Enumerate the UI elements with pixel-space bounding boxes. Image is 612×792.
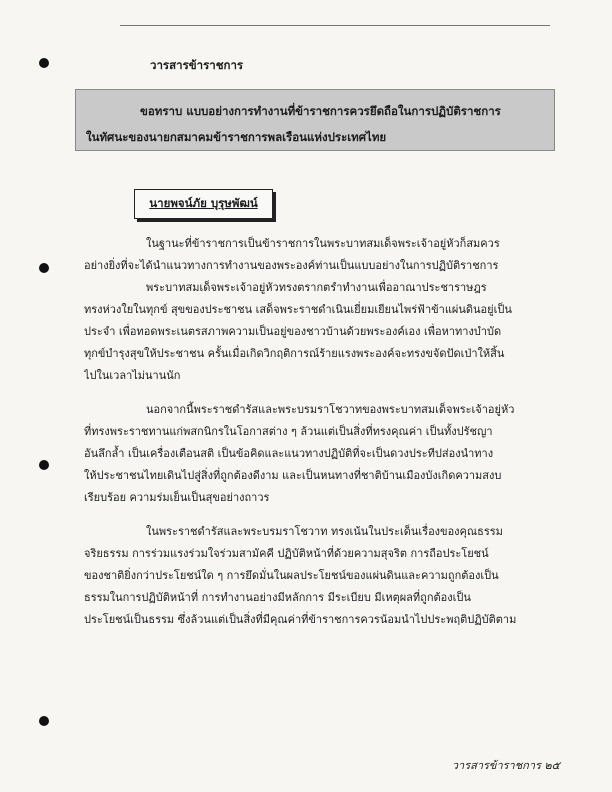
text-line: ที่ทรงพระราชทานแก่พสกนิกรในโอกาสต่าง ๆ ล้วนแต่เป็นสิ่งที่ทรงคุณค่า เป็นทั้งปรัชญา <box>84 425 493 438</box>
text-line: ธรรมในการปฏิบัติหน้าที่ การทำงานอย่างมีหลักการ มีระเบียบ มีเหตุผลที่ถูกต้องเป็น <box>84 591 471 604</box>
text-line: อันลึกล้ำ เป็นเครื่องเตือนสติ เป็นข้อคิดและแนวทางปฏิบัติที่จะเป็นดวงประทีปส่องนำทาง <box>84 447 494 460</box>
question-title-box <box>75 89 555 151</box>
journal-header: วารสารข้าราชการ <box>150 58 244 72</box>
text-line: ของชาติยิ่งกว่าประโยชน์ใด ๆ การยึดมั่นในผลประโยชน์ของแผ่นดินและความถูกต้องเป็น <box>84 569 499 582</box>
text-line: ให้ประชาชนไทยเดินไปสู่สิ่งที่ถูกต้องดีงาม และเป็นหนทางที่ชาติบ้านเมืองบังเกิดความสงบ <box>84 469 502 482</box>
text-line: นอกจากนี้พระราชดำรัสและพระบรมราโชวาทของพระบาทสมเด็จพระเจ้าอยู่หัว <box>146 403 515 416</box>
binder-hole-4 <box>39 716 49 726</box>
article-body <box>84 233 554 631</box>
text-line: ประโยชน์เป็นธรรม ซึ่งล้วนแต่เป็นสิ่งที่มีคุณค่าที่ข้าราชการควรน้อมนำไปประพฤติปฏิบัติตาม <box>84 613 517 626</box>
top-rule <box>120 25 550 26</box>
text-line: ทรงห่วงใยในทุกข์ สุขของประชาชน เสด็จพระราชดำเนินเยี่ยมเยียนไพร่ฟ้าข้าแผ่นดินอยู่เป็น <box>84 303 512 316</box>
text-line: จริยธรรม การร่วมแรงร่วมใจร่วมสามัคคี ปฏิบัติหน้าที่ด้วยความสุจริต การถือประโยชน์ <box>84 547 489 560</box>
text-line: พระบาทสมเด็จพระเจ้าอยู่หัวทรงตรากตรำทำงานเพื่ออาณาประชาราษฎร <box>146 281 487 294</box>
question-title-line: ขอทราบ แบบอย่างการทำงานที่ข้าราชการควรยึดถือในการปฏิบัติราชการ <box>140 104 501 118</box>
paragraph <box>84 399 554 509</box>
text-line: ในพระราชดำรัสและพระบรมราโชวาท ทรงเน้นในประเด็นเรื่องของคุณธรรม <box>146 525 503 538</box>
text-line: ในฐานะที่ข้าราชการเป็นข้าราชการในพระบาทสมเด็จพระเจ้าอยู่หัวก็สมควร <box>146 237 500 250</box>
binder-hole-3 <box>39 460 49 470</box>
author-name: นายพจน์ภัย บุรุษพัฒน์ <box>134 189 273 219</box>
binder-hole-2 <box>39 263 49 273</box>
text-line: เรียบร้อย ความร่มเย็นเป็นสุขอย่างถาวร <box>84 491 270 504</box>
paragraph <box>84 233 554 387</box>
text-line: ทุกข์บำรุงสุขให้ประชาชน ครั้นเมื่อเกิดวิกฤติการณ์ร้ายแรงพระองค์จะทรงขจัดปัดเป่าให้สิ้น <box>84 347 505 360</box>
page-footer: วารสารข้าราชการ ๒๕ <box>451 759 560 772</box>
text-line: ประจำ เพื่อทอดพระเนตรสภาพความเป็นอยู่ของชาวบ้านด้วยพระองค์เอง เพื่อหาทางบำบัด <box>84 325 502 338</box>
text-line: อย่างยิ่งที่จะได้นำแนวทางการทำงานของพระองค์ท่านเป็นแบบอย่างในการปฏิบัติราชการ <box>84 259 499 272</box>
paragraph <box>84 521 554 631</box>
binder-hole-1 <box>39 58 49 68</box>
question-title-line: ในทัศนะของนายกสมาคมข้าราชการพลเรือนแห่งประเทศไทย <box>86 130 387 144</box>
text-line: ไปในเวลาไม่นานนัก <box>84 369 181 382</box>
